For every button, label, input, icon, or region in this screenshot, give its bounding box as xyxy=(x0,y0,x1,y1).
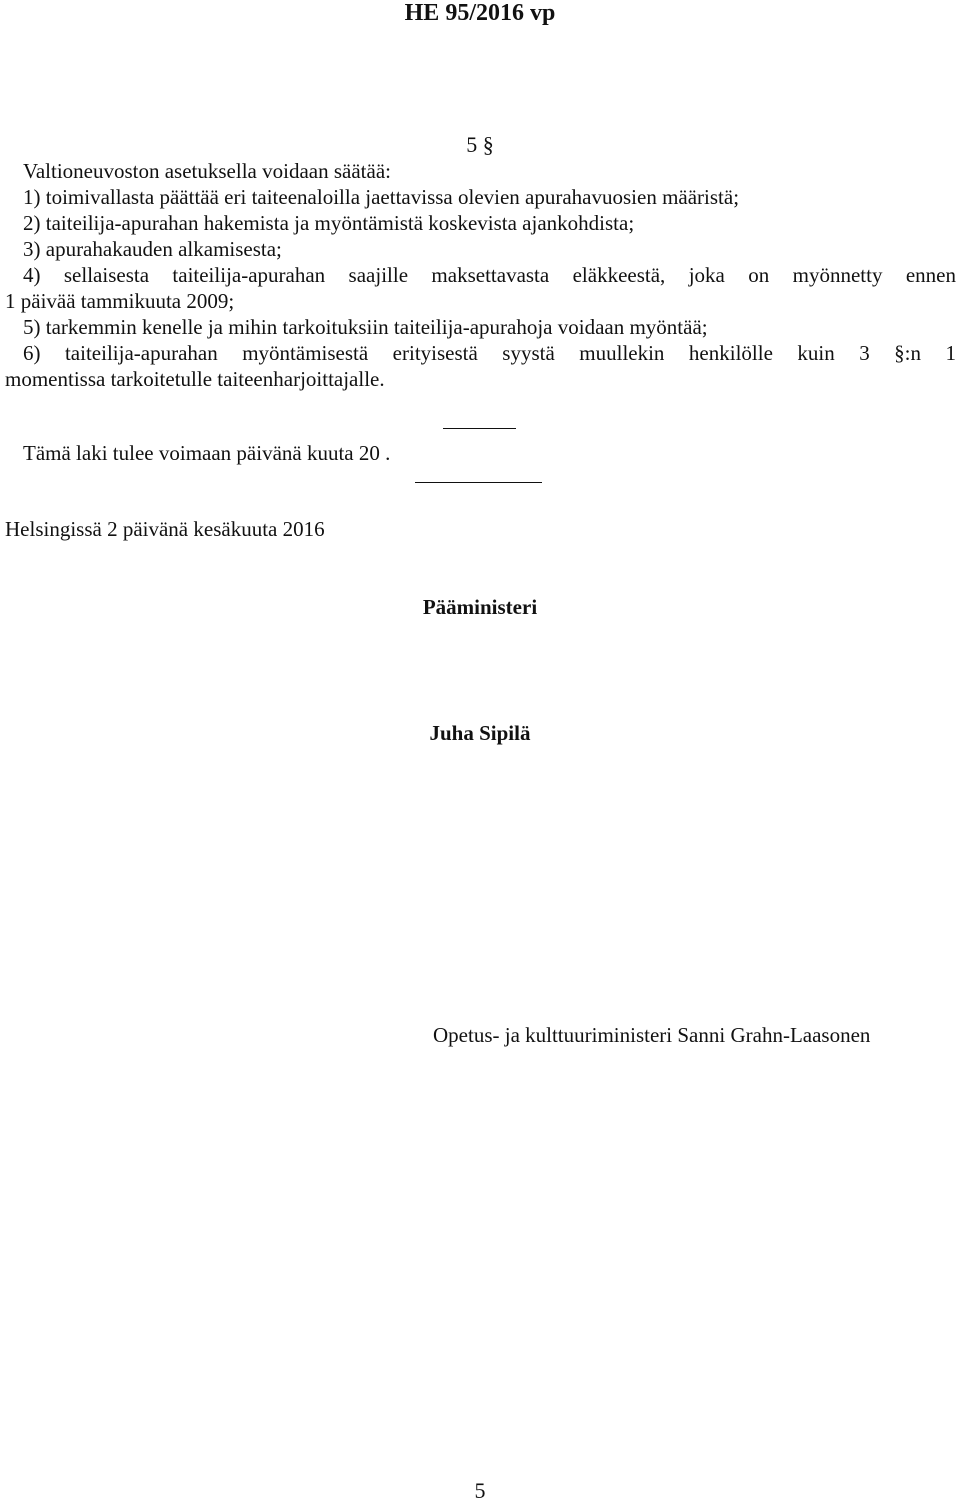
provisions-intro: Valtioneuvoston asetuksella voidaan säätää: xyxy=(23,159,391,183)
section-divider-rule xyxy=(443,428,516,429)
prime-minister-name: Juha Sipilä xyxy=(429,721,531,745)
signature-place-date: Helsingissä 2 päivänä kesäkuuta 2016 xyxy=(5,517,325,541)
section-heading: 5 § xyxy=(466,132,494,157)
minister-signature-line: Opetus- ja kulttuuriministeri Sanni Grahn-Laasonen xyxy=(433,1023,871,1047)
provision-item-2: 2) taiteilija-apurahan hakemista ja myöntämistä koskevista ajankohdista; xyxy=(23,211,635,235)
prime-minister-title: Pääministeri xyxy=(422,595,538,619)
provision-item-3: 3) apurahakauden alkamisesta; xyxy=(23,237,282,261)
end-divider-rule xyxy=(415,482,542,483)
entry-into-force-text: Tämä laki tulee voimaan päivänä kuuta 20 . xyxy=(23,441,391,465)
provision-item-4-line-1: 4) sellaisesta taiteilija-apurahan saajille maksettavasta eläkkeestä, joka on myönnetty ennen xyxy=(23,263,956,287)
provision-item-1: 1) toimivallasta päättää eri taiteenaloilla jaettavissa olevien apurahavuosien määristä; xyxy=(23,185,740,209)
page-number: 5 xyxy=(474,1478,486,1503)
document-header-title: HE 95/2016 vp xyxy=(404,0,556,26)
provision-item-4-line-2: 1 päivää tammikuuta 2009; xyxy=(5,289,235,313)
provision-item-6-line-2: momentissa tarkoitetulle taiteenharjoittajalle. xyxy=(5,367,385,391)
provision-item-5: 5) tarkemmin kenelle ja mihin tarkoituksiin taiteilija-apurahoja voidaan myöntää; xyxy=(23,315,708,339)
provision-item-6-line-1: 6) taiteilija-apurahan myöntämisestä erityisestä syystä muullekin henkilölle kuin 3 §:n 1 xyxy=(23,341,956,365)
